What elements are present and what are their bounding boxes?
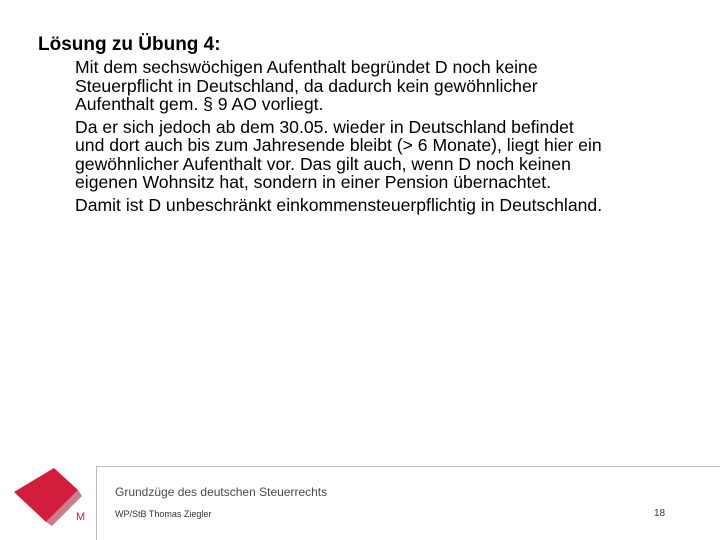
slide-heading: Lösung zu Übung 4: [38, 34, 221, 55]
text-line: Mit dem sechswöchigen Aufenthalt begründet D noch keine [75, 57, 538, 77]
hm-logo-icon [10, 468, 92, 530]
text-line: Aufenthalt gem. § 9 AO vorliegt. [75, 94, 324, 115]
text-line: gewöhnlicher Aufenthalt vor. Das gilt auch, wenn D noch keinen [75, 153, 571, 174]
logo-letter: M [76, 511, 86, 523]
paragraph-1 [75, 58, 715, 114]
text-line: und dort auch bis zum Jahresende bleibt (> 6 Monate), liegt hier ein [75, 135, 602, 156]
footer-course-title: Grundzüge des deutschen Steuerrechts [115, 485, 328, 499]
page-number: 18 [654, 508, 666, 519]
footer-divider-vertical [96, 466, 97, 540]
solution-text [75, 58, 715, 218]
logo-diamond [14, 468, 78, 522]
paragraph-3 [75, 196, 715, 215]
text-line: Steuerpflicht in Deutschland, da dadurch kein gewöhnlicher [75, 75, 538, 96]
footer-author: WP/StB Thomas Ziegler [115, 509, 212, 519]
text-line: Da er sich jedoch ab dem 30.05. wieder in Deutschland befindet [75, 116, 574, 137]
paragraph-2 [75, 118, 715, 192]
text-line: Damit ist D unbeschränkt einkommensteuerpflichtig in Deutschland. [75, 194, 603, 215]
text-line: eigenen Wohnsitz hat, sondern in einer Pension übernachtet. [75, 172, 552, 193]
footer-divider-horizontal [96, 466, 720, 467]
